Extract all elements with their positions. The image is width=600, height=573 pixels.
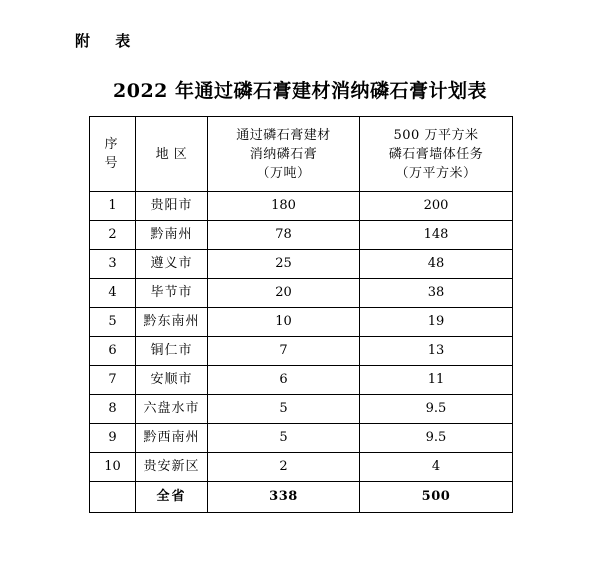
cell-no: 5 — [90, 308, 136, 337]
cell-region: 安顺市 — [136, 366, 208, 395]
header-consumption-line-3: （万吨） — [256, 165, 311, 181]
header-wall-task-line-1: 500 万平方米 — [393, 127, 479, 143]
cell-wall-task: 148 — [360, 221, 513, 250]
cell-no: 10 — [90, 453, 136, 482]
cell-consumption: 10 — [208, 308, 360, 337]
cell-region: 贵阳市 — [136, 192, 208, 221]
cell-consumption: 6 — [208, 366, 360, 395]
cell-consumption: 180 — [208, 192, 360, 221]
cell-region: 贵安新区 — [136, 453, 208, 482]
header-wall-task-line-3: （万平方米） — [395, 165, 477, 181]
cell-no: 8 — [90, 395, 136, 424]
table-row — [90, 395, 513, 424]
cell-wall-task: 38 — [360, 279, 513, 308]
header-cell-no — [90, 117, 136, 192]
table-row — [90, 337, 513, 366]
table-row — [90, 250, 513, 279]
header-consumption-line-2: 消纳磷石膏 — [249, 146, 318, 162]
cell-no: 4 — [90, 279, 136, 308]
table-row — [90, 279, 513, 308]
cell-no: 1 — [90, 192, 136, 221]
cell-consumption: 20 — [208, 279, 360, 308]
header-cell-wall-task — [360, 117, 513, 192]
cell-wall-task: 11 — [360, 366, 513, 395]
table-header-row — [90, 117, 513, 192]
cell-no: 2 — [90, 221, 136, 250]
cell-wall-task: 48 — [360, 250, 513, 279]
header-consumption-line-1: 通过磷石膏建材 — [236, 127, 331, 143]
header-cell-region — [136, 117, 208, 192]
cell-no: 6 — [90, 337, 136, 366]
cell-no: 9 — [90, 424, 136, 453]
cell-consumption: 78 — [208, 221, 360, 250]
cell-region: 毕节市 — [136, 279, 208, 308]
cell-consumption: 7 — [208, 337, 360, 366]
cell-consumption: 2 — [208, 453, 360, 482]
cell-wall-task: 4 — [360, 453, 513, 482]
cell-wall-task: 13 — [360, 337, 513, 366]
cell-region: 六盘水市 — [136, 395, 208, 424]
table-row — [90, 192, 513, 221]
cell-wall-task: 19 — [360, 308, 513, 337]
cell-consumption: 5 — [208, 424, 360, 453]
header-wall-task-line-2: 磷石膏墙体任务 — [388, 146, 484, 162]
cell-region: 黔东南州 — [136, 308, 208, 337]
header-region-line-1: 地 区 — [155, 146, 188, 162]
cell-consumption: 5 — [208, 395, 360, 424]
cell-wall-task: 9.5 — [360, 395, 513, 424]
attachment-label: 附 表 — [75, 32, 141, 50]
cell-total-consumption: 338 — [208, 482, 360, 513]
cell-total-wall-task: 500 — [360, 482, 513, 513]
cell-wall-task: 200 — [360, 192, 513, 221]
table-row — [90, 308, 513, 337]
table-body — [90, 192, 513, 513]
cell-region: 黔南州 — [136, 221, 208, 250]
plan-table-container — [89, 116, 512, 513]
cell-no: 7 — [90, 366, 136, 395]
cell-total-label: 全省 — [136, 482, 208, 513]
cell-wall-task: 9.5 — [360, 424, 513, 453]
table-row — [90, 366, 513, 395]
cell-no: 3 — [90, 250, 136, 279]
header-no-line-2: 号 — [104, 156, 121, 171]
page-title: 2022 年通过磷石膏建材消纳磷石膏计划表 — [113, 80, 487, 102]
plan-table — [89, 116, 513, 513]
cell-region: 遵义市 — [136, 250, 208, 279]
cell-total-no — [90, 482, 136, 513]
table-row — [90, 453, 513, 482]
table-row — [90, 424, 513, 453]
table-header — [90, 117, 513, 192]
table-row — [90, 221, 513, 250]
cell-region: 黔西南州 — [136, 424, 208, 453]
cell-consumption: 25 — [208, 250, 360, 279]
header-no-line-1: 序 — [104, 137, 121, 152]
cell-region: 铜仁市 — [136, 337, 208, 366]
header-cell-consumption — [208, 117, 360, 192]
table-total-row — [90, 482, 513, 513]
